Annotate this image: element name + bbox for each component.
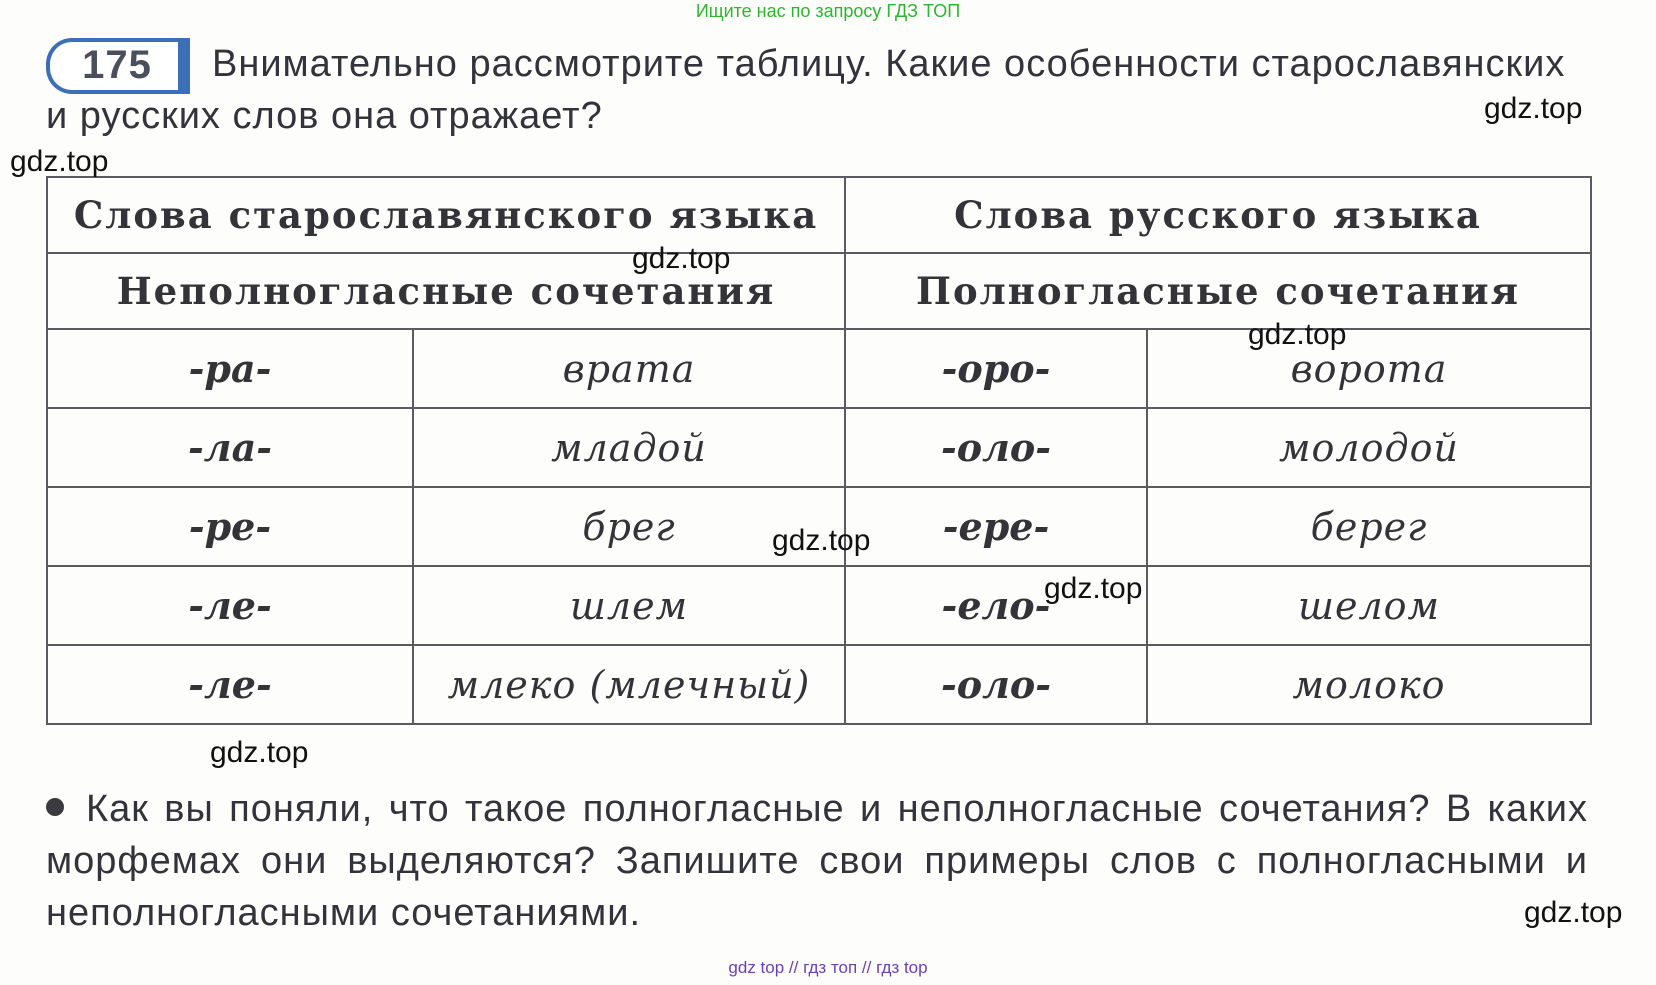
ru-morpheme: -ело- — [845, 566, 1147, 645]
ru-word: ворота — [1147, 329, 1591, 408]
watermark: gdz.top — [10, 145, 109, 178]
subheader-incomplete: Неполногласные сочетания — [47, 253, 845, 329]
watermark: gdz.top — [772, 524, 871, 557]
watermark: gdz.top — [632, 242, 731, 275]
os-morpheme: -ра- — [47, 329, 413, 408]
os-word: шлем — [413, 566, 845, 645]
bottom-links[interactable]: gdz top // гдз топ // гдз top — [728, 958, 928, 977]
table-row — [47, 408, 1591, 487]
watermark: gdz.top — [1248, 318, 1347, 351]
table-header-row — [47, 177, 1591, 253]
header-russian: Слова русского языка — [845, 177, 1591, 253]
watermark: gdz.top — [210, 736, 309, 769]
ru-morpheme: -оло- — [845, 408, 1147, 487]
ru-word: молоко — [1147, 645, 1591, 724]
question-text: Внимательно рассмотрите таблицу. Какие особенности старославянских и русских слов она отражает? — [46, 43, 1566, 137]
os-morpheme: -ле- — [47, 566, 413, 645]
ru-word: шелом — [1147, 566, 1591, 645]
os-word: млеко (млечный) — [413, 645, 845, 724]
os-morpheme: -ла- — [47, 408, 413, 487]
table-row — [47, 645, 1591, 724]
table-subheader-row — [47, 253, 1591, 329]
followup-task — [46, 783, 1588, 939]
subheader-complete: Полногласные сочетания — [845, 253, 1591, 329]
table-row — [47, 329, 1591, 408]
ru-morpheme: -ере- — [845, 487, 1147, 566]
exercise-number: 175 — [82, 43, 152, 87]
ru-word: берег — [1147, 487, 1591, 566]
os-morpheme: -ре- — [47, 487, 413, 566]
watermark: gdz.top — [1044, 572, 1143, 605]
watermark: gdz.top — [1484, 92, 1583, 125]
os-word: брег — [413, 487, 845, 566]
bullet-icon — [46, 798, 64, 816]
os-word: врата — [413, 329, 845, 408]
vowel-combinations-table — [46, 176, 1592, 725]
followup-text: Как вы поняли, что такое полногласные и неполногласные сочетания? В каких морфемах они выделяются? Запишите свои примеры слов с полногласными и неполногласными сочетаниями. — [46, 788, 1588, 934]
table-row — [47, 566, 1591, 645]
header-old-slavonic: Слова старославянского языка — [47, 177, 845, 253]
ru-morpheme: -оло- — [845, 645, 1147, 724]
os-word: младой — [413, 408, 845, 487]
top-search-hint[interactable]: Ищите нас по запросу ГДЗ ТОП — [695, 1, 961, 21]
exercise-question — [46, 38, 1588, 142]
os-morpheme: -ле- — [47, 645, 413, 724]
ru-morpheme: -оро- — [845, 329, 1147, 408]
ru-word: молодой — [1147, 408, 1591, 487]
watermark: gdz.top — [1524, 896, 1623, 929]
